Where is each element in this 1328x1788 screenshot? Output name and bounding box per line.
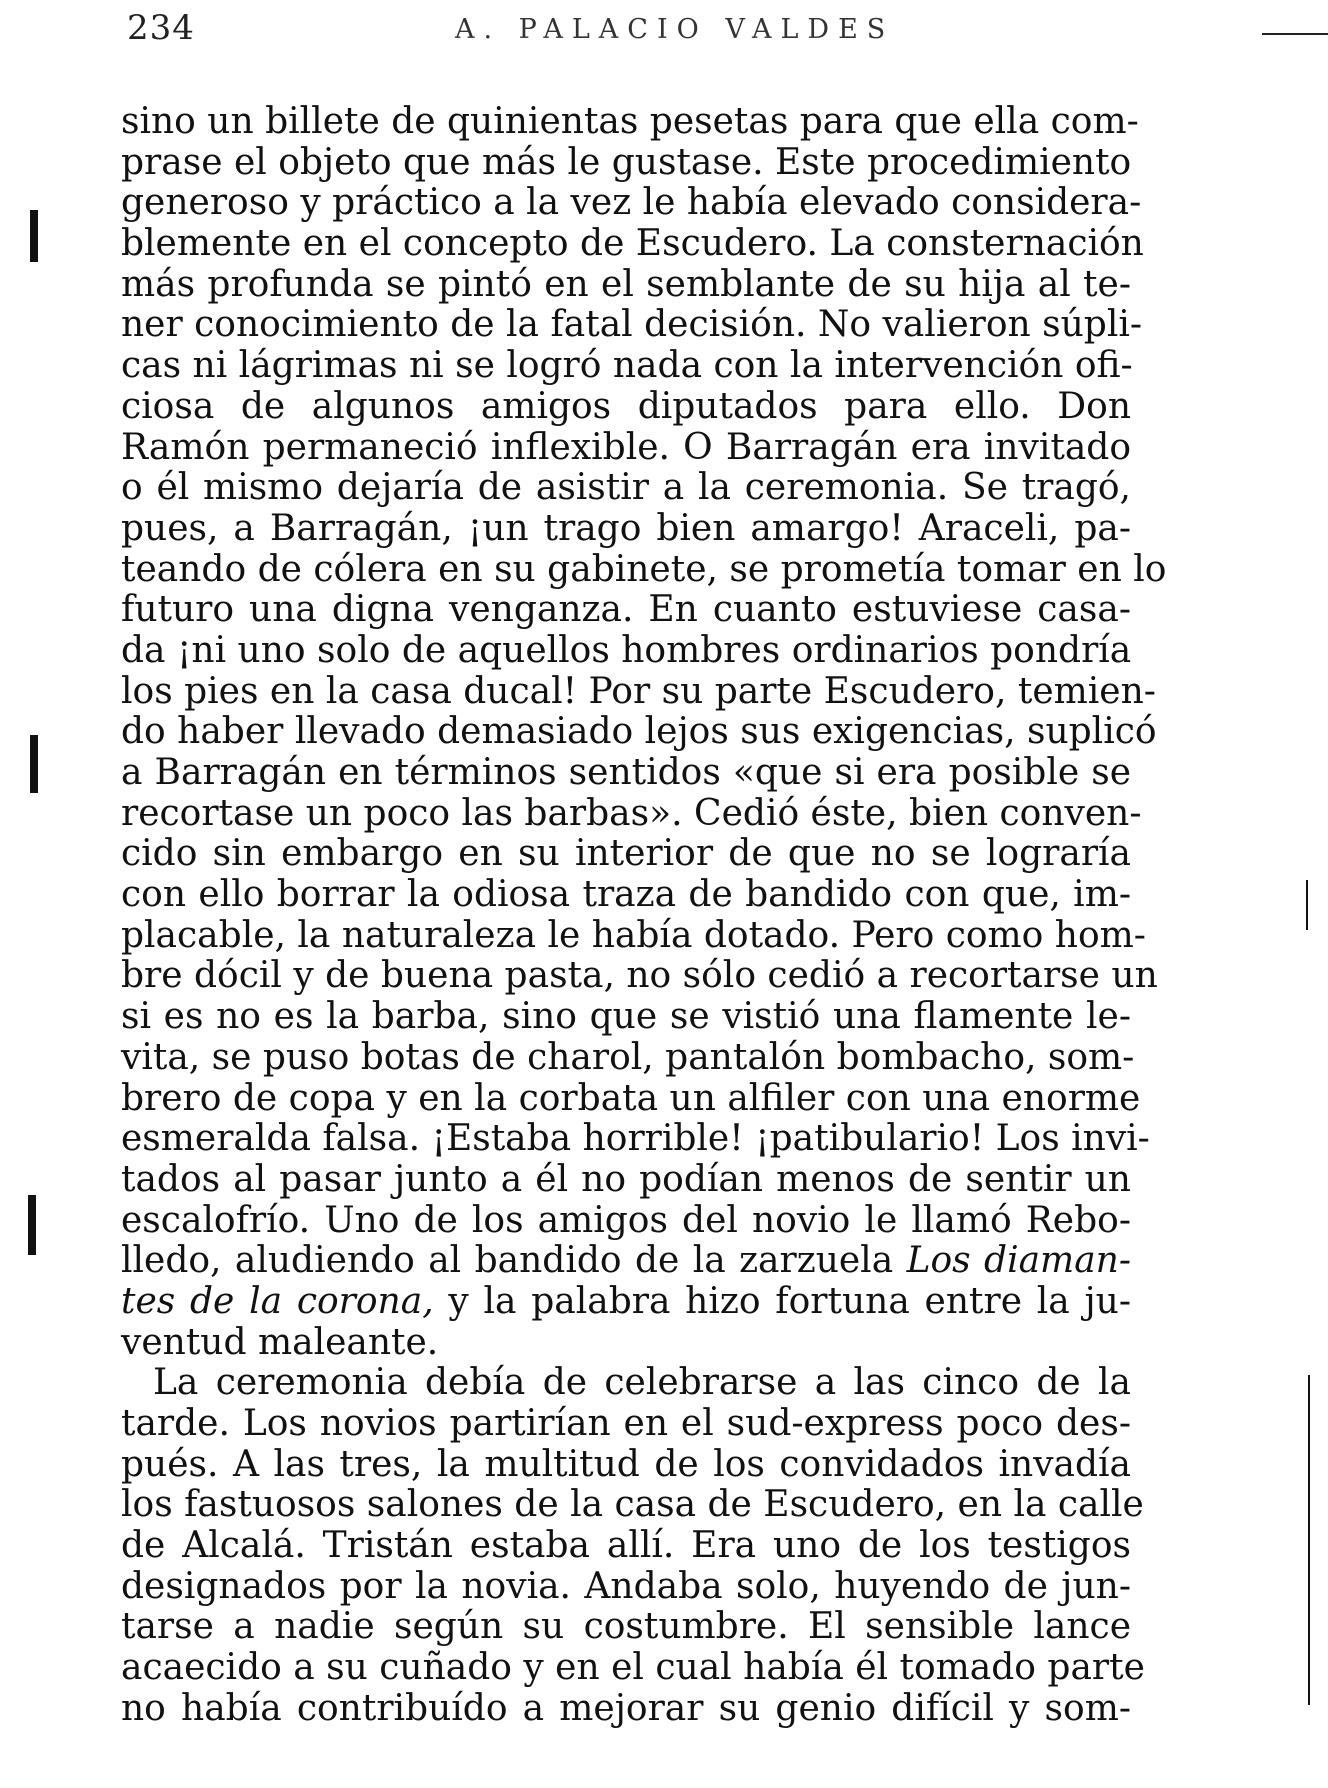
header-rule <box>1262 33 1328 35</box>
text-line <box>121 1282 1131 1323</box>
text-line: los fastuosos salones de la casa de Escudero, en la calle <box>121 1484 1144 1526</box>
running-head: A. PALACIO VALDES <box>455 14 895 45</box>
text-line: acaecido a su cuñado y en el cual había él tomado parte <box>121 1647 1145 1689</box>
text-line: designados por la novia. Andaba solo, huyendo de jun- <box>121 1565 1131 1607</box>
italic-title: Los diaman- <box>906 1240 1132 1282</box>
text-line: escalofrío. Uno de los amigos del novio le llamó Rebo- <box>121 1199 1131 1241</box>
text-line: ventud maleante. <box>121 1321 439 1363</box>
text-line: más profunda se pintó en el semblante de su hija al te- <box>121 263 1131 305</box>
text-line: cas ni lágrimas ni se logró nada con la intervención ofi- <box>121 345 1133 387</box>
text-line: prase el objeto que más le gustase. Este procedimiento <box>121 141 1132 183</box>
text-line: tarse a nadie según su costumbre. El sensible lance <box>121 1606 1131 1648</box>
text-line: ciosa de algunos amigos diputados para ello. Don <box>121 385 1131 427</box>
text-line: de Alcalá. Tristán estaba allí. Era uno de los testigos <box>121 1525 1131 1567</box>
text-line: no había contribuído a mejorar su genio difícil y som- <box>121 1687 1131 1729</box>
text-line: blemente en el concepto de Escudero. La consternación <box>121 223 1144 265</box>
italic-title: tes de la corona, <box>121 1280 434 1322</box>
margin-mark <box>1306 880 1308 930</box>
margin-mark <box>1308 1375 1310 1705</box>
text-line: recortase un poco las barbas». Cedió éste, bien conven- <box>121 792 1142 834</box>
text-line: bre dócil y de buena pasta, no sólo cedió a recortarse un <box>121 955 1158 997</box>
text-line: los pies en la casa ducal! Por su parte Escudero, temien- <box>121 670 1156 712</box>
text-line: do haber llevado demasiado lejos sus exigencias, suplicó <box>121 711 1157 753</box>
text-line: pues, a Barragán, ¡un trago bien amargo! Araceli, pa- <box>121 507 1131 549</box>
text-line: tados al pasar junto a él no podían menos de sentir un <box>121 1158 1131 1200</box>
text-line: tarde. Los novios partirían en el sud-express poco des- <box>121 1403 1131 1444</box>
text-line: esmeralda falsa. ¡Estaba horrible! ¡patibulario! Los invi- <box>121 1118 1150 1160</box>
margin-mark <box>28 1195 36 1255</box>
text-line: si es no es la barba, sino que se vistió una flamente le- <box>121 996 1131 1038</box>
margin-mark <box>30 210 38 262</box>
text-line: futuro una digna venganza. En cuanto estuviese casa- <box>121 589 1131 631</box>
text-line: ner conocimiento de la fatal decisión. No valieron súpli- <box>121 304 1143 346</box>
text-line: sino un billete de quinientas pesetas para que ella com- <box>121 101 1139 142</box>
text-line: placable, la naturaleza le había dotado. Pero como hom- <box>121 914 1146 956</box>
text-line: generoso y práctico a la vez le había elevado considera- <box>121 182 1142 224</box>
text-line: o él mismo dejaría de asistir a la ceremonia. Se tragó, <box>121 467 1131 509</box>
text-line: da ¡ni uno solo de aquellos hombres ordinarios pondría <box>121 629 1132 671</box>
text-line: pués. A las tres, la multitud de los convidados invadía <box>121 1443 1131 1485</box>
text-line: vita, se puso botas de charol, pantalón bombacho, som- <box>121 1036 1135 1078</box>
margin-mark <box>30 735 38 793</box>
text-line: teando de cólera en su gabinete, se prometía tomar en lo <box>121 548 1167 590</box>
line-text: lledo, aludiendo al bandido de la zarzuela <box>121 1240 894 1282</box>
text-line: con ello borrar la odiosa traza de bandido con que, im- <box>121 874 1131 916</box>
text-line <box>121 1241 1131 1282</box>
text-line: La ceremonia debía de celebrarse a las cinco de la <box>153 1362 1131 1404</box>
page-body <box>121 101 1167 1730</box>
text-line: a Barragán en términos sentidos «que si era posible se <box>121 752 1131 793</box>
text-line: cido sin embargo en su interior de que no se lograría <box>121 833 1131 875</box>
page-number: 234 <box>127 8 195 48</box>
line-text: y la palabra hizo fortuna entre la ju- <box>448 1280 1131 1322</box>
text-line: brero de copa y en la corbata un alfiler con una enorme <box>121 1077 1141 1119</box>
text-line: Ramón permaneció inflexible. O Barragán era invitado <box>121 426 1131 468</box>
